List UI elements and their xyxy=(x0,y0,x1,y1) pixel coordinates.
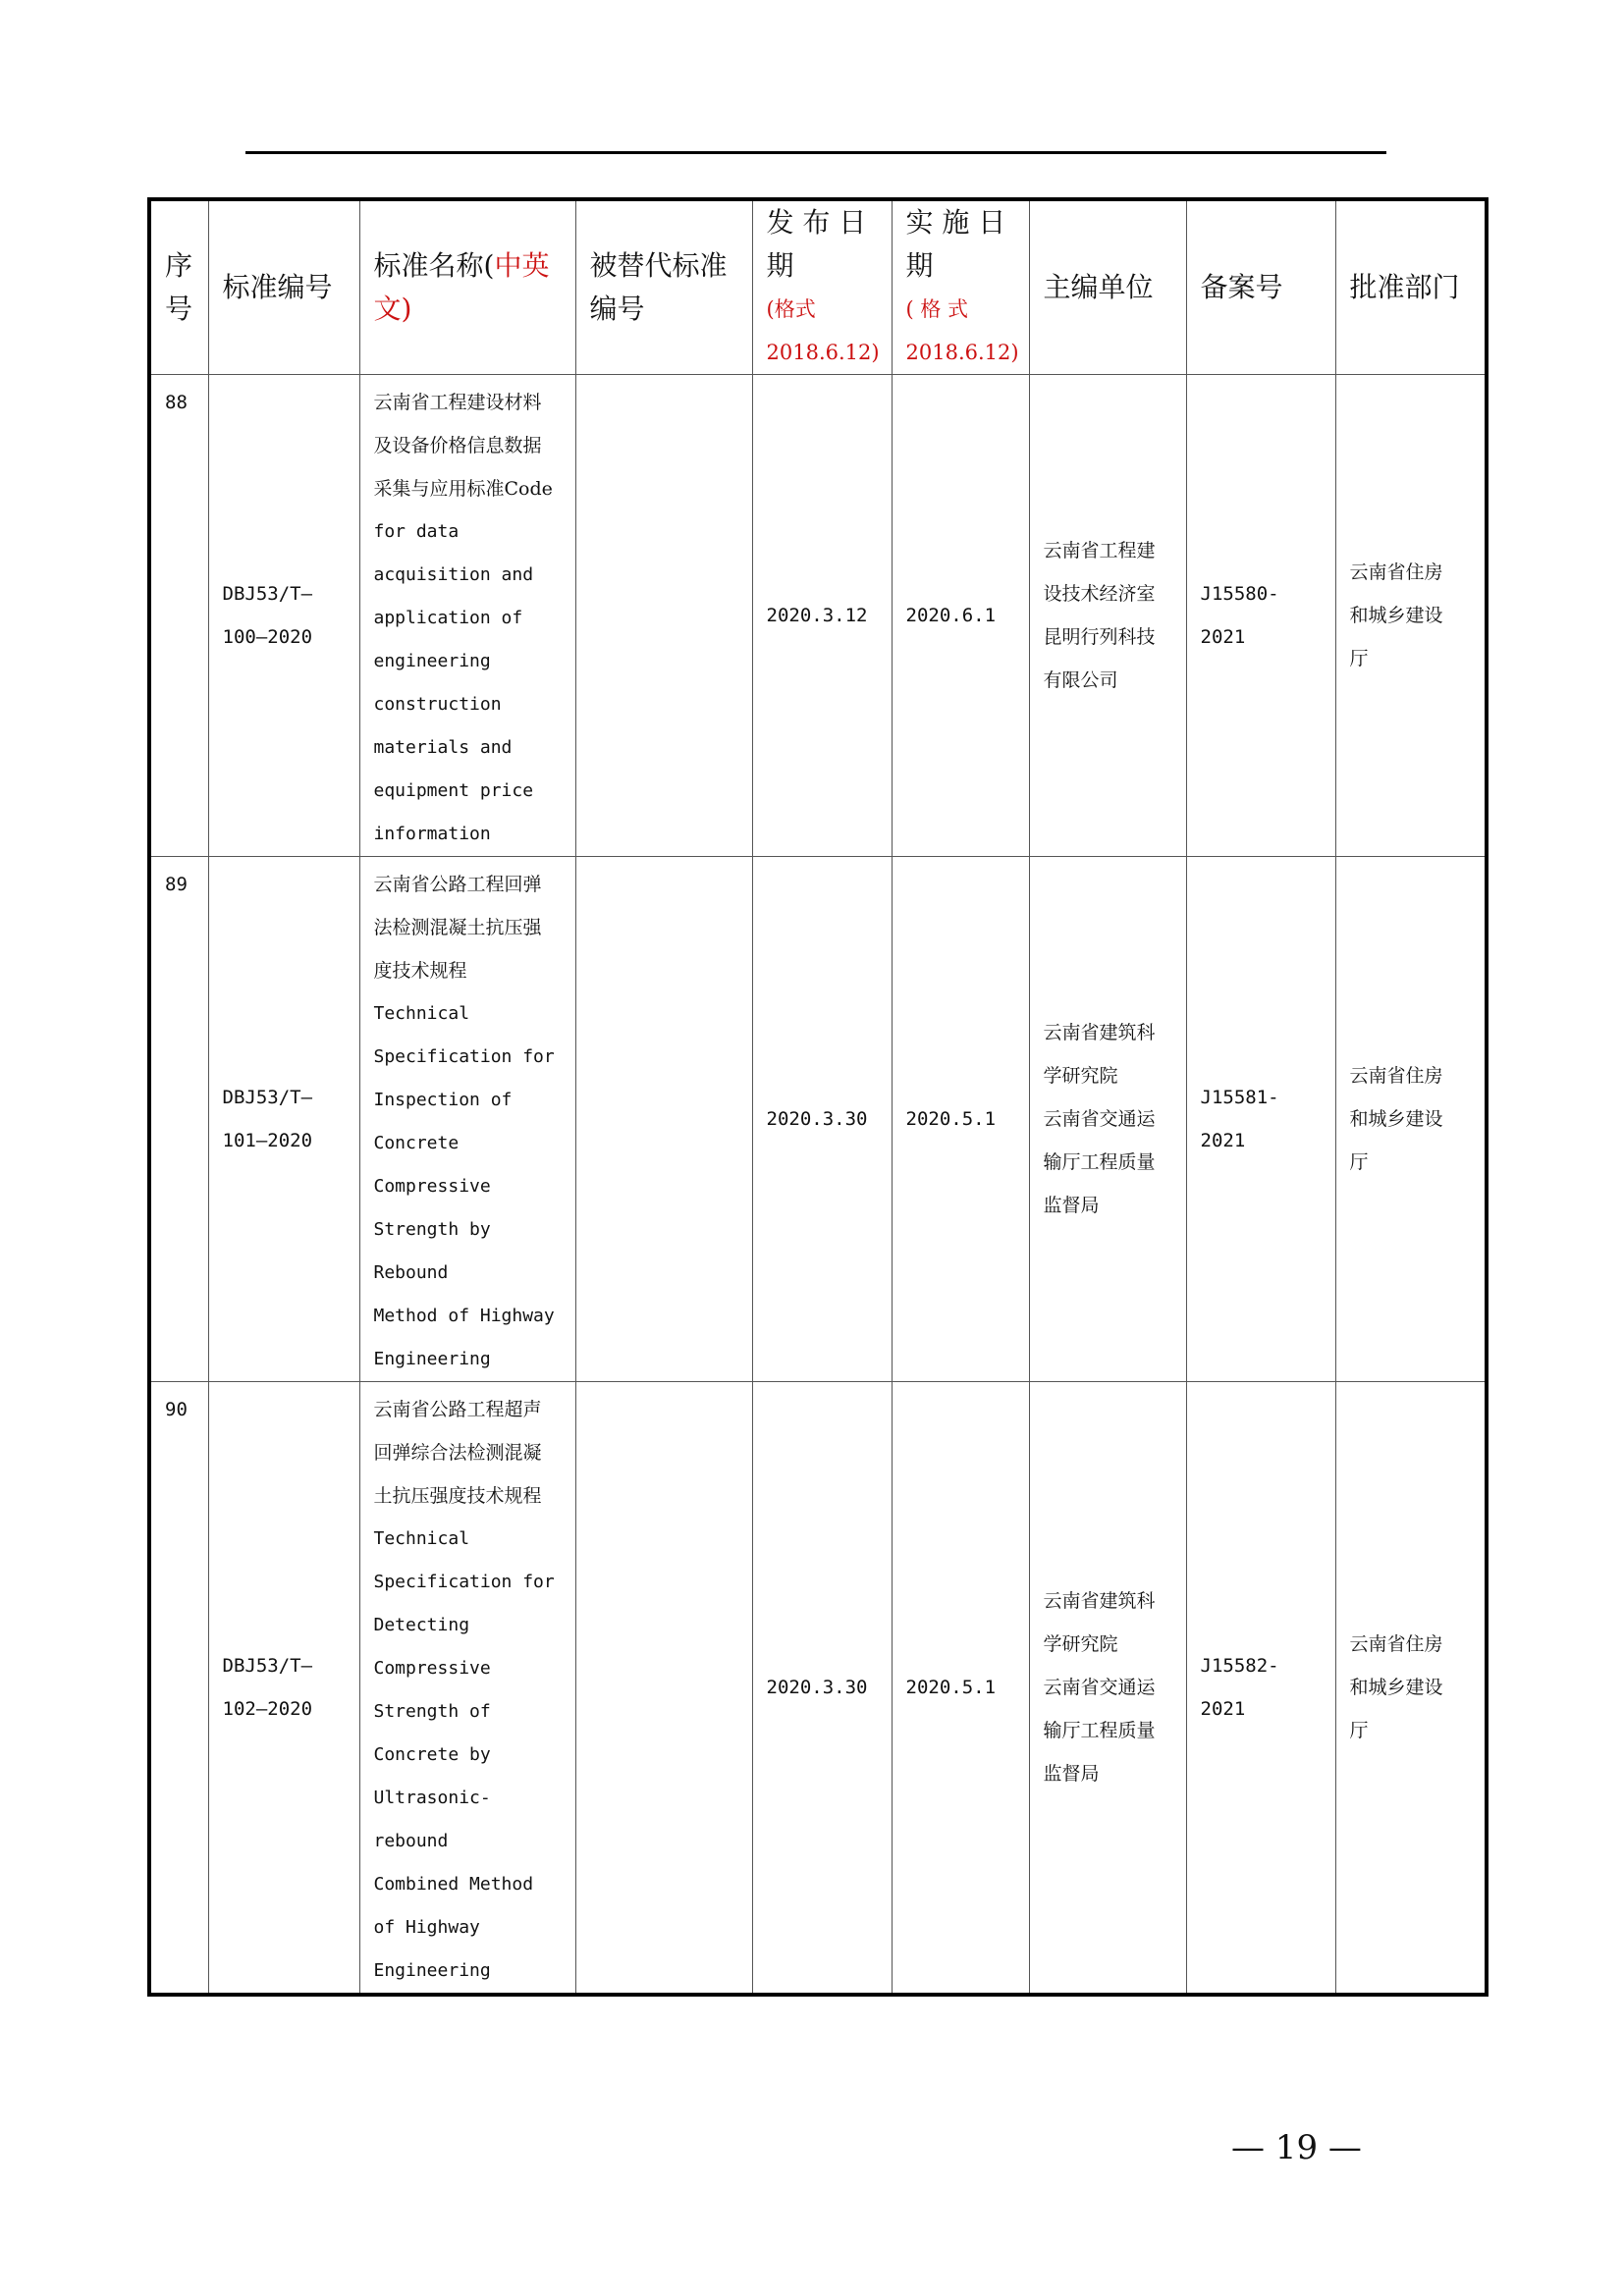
approver-line: 厅 xyxy=(1349,648,1369,669)
header-replaced-standard: 被替代标准编号 xyxy=(575,199,752,375)
name-line: Ultrasonic-rebound xyxy=(373,1788,491,1851)
header-impl-format-b: 2018.6.12) xyxy=(905,341,1019,364)
row-standard-name xyxy=(359,857,575,1382)
name-line: Method of Highway xyxy=(373,1306,555,1326)
approver-line: 云南省住房 xyxy=(1349,561,1443,583)
header-approving-dept: 批准部门 xyxy=(1335,199,1487,375)
approver-line: 云南省住房 xyxy=(1349,1633,1443,1655)
row-implementation-date: 2020.6.1 xyxy=(892,375,1029,857)
header-record-number: 备案号 xyxy=(1186,199,1335,375)
name-line: 云南省工程建设材料 xyxy=(373,392,542,413)
name-line: Engineering xyxy=(373,1349,491,1369)
std-no-line: 101—2020 xyxy=(222,1130,313,1151)
row-standard-number xyxy=(208,857,359,1382)
row-replaced-standard xyxy=(575,375,752,857)
name-line: Concrete xyxy=(373,1133,460,1153)
name-line: Strength of xyxy=(373,1701,491,1722)
header-impl-format-a: ( 格 式 xyxy=(905,297,969,321)
row-chief-editor xyxy=(1029,857,1186,1382)
header-name-suffix: ) xyxy=(401,293,412,325)
editor-line: 学研究院 xyxy=(1043,1633,1118,1655)
name-line: 度技术规程 xyxy=(373,960,467,982)
editor-line: 云南省建筑科 xyxy=(1043,1590,1156,1612)
approver-line: 和城乡建设 xyxy=(1349,1108,1443,1130)
approver-line: 和城乡建设 xyxy=(1349,1677,1443,1698)
editor-line: 输厅工程质量 xyxy=(1043,1720,1156,1741)
header-implementation-date xyxy=(892,199,1029,375)
editor-line: 昆明行列科技 xyxy=(1043,626,1156,648)
row-chief-editor xyxy=(1029,375,1186,857)
row-approving-dept xyxy=(1335,1382,1487,1996)
name-line: Compressive xyxy=(373,1176,491,1197)
row-approving-dept xyxy=(1335,375,1487,857)
approver-line: 厅 xyxy=(1349,1151,1369,1173)
name-line: Compressive xyxy=(373,1658,491,1679)
header-chief-editor: 主编单位 xyxy=(1029,199,1186,375)
name-line: acquisition and xyxy=(373,564,534,585)
table-row xyxy=(149,857,1487,1382)
header-issue-format-a: (格式 xyxy=(766,297,816,321)
std-no-line: 100—2020 xyxy=(222,626,313,648)
standards-table xyxy=(147,197,1489,1997)
editor-line: 输厅工程质量 xyxy=(1043,1151,1156,1173)
editor-line: 监督局 xyxy=(1043,1763,1100,1785)
name-line: engineering xyxy=(373,651,491,671)
name-line: information xyxy=(373,824,491,844)
name-line: of Highway xyxy=(373,1917,480,1938)
standards-table-container xyxy=(147,197,1485,1997)
header-row xyxy=(149,199,1487,375)
row-record-number: J15580-2021 xyxy=(1186,375,1335,857)
approver-line: 云南省住房 xyxy=(1349,1065,1443,1087)
name-line: Combined Method xyxy=(373,1874,534,1895)
name-line: 法检测混凝土抗压强 xyxy=(373,917,542,938)
approver-line: 和城乡建设 xyxy=(1349,605,1443,626)
row-replaced-standard xyxy=(575,857,752,1382)
std-no-line: DBJ53/T— xyxy=(222,1087,313,1108)
header-issue-main: 发 布 日 期 xyxy=(766,206,867,282)
name-line: Engineering xyxy=(373,1960,491,1981)
row-standard-name xyxy=(359,1382,575,1996)
name-line: Specification for xyxy=(373,1046,555,1067)
name-line: Inspection of xyxy=(373,1090,513,1110)
page-number: — 19 — xyxy=(1231,2128,1362,2167)
row-standard-number xyxy=(208,375,359,857)
header-seq-line1: 序 xyxy=(165,249,193,282)
name-line: materials and xyxy=(373,737,513,758)
editor-line: 设技术经济室 xyxy=(1043,583,1156,605)
name-line: 土抗压强度技术规程 xyxy=(373,1485,542,1507)
editor-line: 学研究院 xyxy=(1043,1065,1118,1087)
header-standard-number: 标准编号 xyxy=(208,199,359,375)
name-line: Strength by Rebound xyxy=(373,1219,491,1283)
name-line: 回弹综合法检测混凝 xyxy=(373,1442,542,1464)
editor-line: 监督局 xyxy=(1043,1195,1100,1216)
header-impl-main: 实 施 日 期 xyxy=(905,206,1006,282)
editor-line: 有限公司 xyxy=(1043,669,1118,691)
header-standard-name xyxy=(359,199,575,375)
header-name-bilingual: 中英文 xyxy=(373,249,550,325)
row-standard-number xyxy=(208,1382,359,1996)
row-implementation-date: 2020.5.1 xyxy=(892,1382,1029,1996)
row-record-number: J15581-2021 xyxy=(1186,857,1335,1382)
editor-line: 云南省交通运 xyxy=(1043,1108,1156,1130)
header-name-prefix: 标准名称( xyxy=(373,249,495,282)
approver-line: 厅 xyxy=(1349,1720,1369,1741)
name-line: 采集与应用标准Code xyxy=(373,478,553,500)
row-issue-date: 2020.3.30 xyxy=(752,857,892,1382)
row-record-number: J15582-2021 xyxy=(1186,1382,1335,1996)
name-line: Detecting xyxy=(373,1615,470,1635)
std-no-line: 102—2020 xyxy=(222,1698,313,1720)
name-line: 及设备价格信息数据 xyxy=(373,435,542,456)
row-approving-dept xyxy=(1335,857,1487,1382)
row-issue-date: 2020.3.30 xyxy=(752,1382,892,1996)
name-line: Specification for xyxy=(373,1572,555,1592)
header-seq xyxy=(149,199,208,375)
std-no-line: DBJ53/T— xyxy=(222,1655,313,1677)
row-seq: 90 xyxy=(149,1382,208,1996)
editor-line: 云南省交通运 xyxy=(1043,1677,1156,1698)
header-rule xyxy=(245,151,1386,154)
row-implementation-date: 2020.5.1 xyxy=(892,857,1029,1382)
editor-line: 云南省建筑科 xyxy=(1043,1022,1156,1043)
header-seq-line2: 号 xyxy=(165,293,193,325)
name-line: 云南省公路工程回弹 xyxy=(373,874,542,895)
row-standard-name xyxy=(359,375,575,857)
row-seq: 89 xyxy=(149,857,208,1382)
name-line: Technical xyxy=(373,1003,470,1024)
std-no-line: DBJ53/T— xyxy=(222,583,313,605)
name-line: equipment price xyxy=(373,780,534,801)
table-row xyxy=(149,375,1487,857)
header-issue-format-b: 2018.6.12) xyxy=(766,341,880,364)
name-line: construction xyxy=(373,694,502,715)
editor-line: 云南省工程建 xyxy=(1043,540,1156,561)
name-line: for data xyxy=(373,521,460,542)
row-replaced-standard xyxy=(575,1382,752,1996)
name-line: Technical xyxy=(373,1528,470,1549)
row-issue-date: 2020.3.12 xyxy=(752,375,892,857)
name-line: Concrete by xyxy=(373,1744,491,1765)
row-seq: 88 xyxy=(149,375,208,857)
name-line: application of xyxy=(373,608,523,628)
header-issue-date xyxy=(752,199,892,375)
name-line: 云南省公路工程超声 xyxy=(373,1399,542,1420)
row-chief-editor xyxy=(1029,1382,1186,1996)
table-row xyxy=(149,1382,1487,1996)
